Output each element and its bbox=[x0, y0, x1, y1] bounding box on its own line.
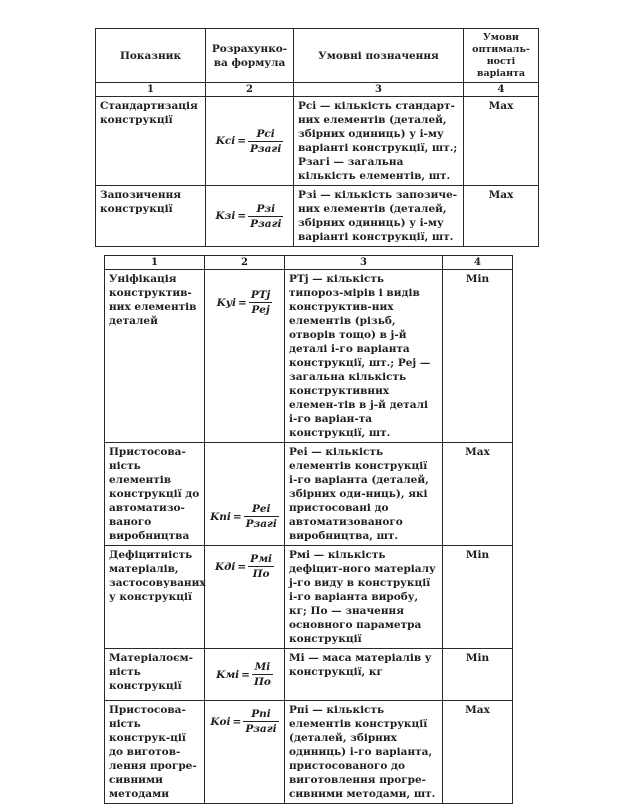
column-number: 2 bbox=[206, 83, 294, 97]
formula-numerator: PTj bbox=[250, 289, 271, 301]
formula: Kдi = $\frac{\text{Pмi}}{По}$ bbox=[205, 546, 285, 649]
optimality-condition: Max bbox=[443, 701, 513, 804]
optimality-condition: Max bbox=[443, 443, 513, 546]
indicator-name: Пристосова-ність конструк-ції до виготов-лення прогре-сивними методами bbox=[105, 701, 205, 804]
formula: Kмi = $\frac{Mi}{По}$ bbox=[205, 649, 285, 701]
optimality-condition: Min bbox=[443, 546, 513, 649]
formula-numerator: Pсi bbox=[248, 127, 283, 142]
column-number: 3 bbox=[285, 256, 443, 270]
formula: Kоi = $\frac{\text{Pпi}}{\text{Pзагi}}$ bbox=[205, 701, 285, 804]
header-optimality: Умови оптималь-ності варіанта bbox=[464, 29, 539, 83]
notation-description: Pмi — кількість дефіцит-ного матеріалу j-го виду в конструкції i-го варіанта виробу, кг; По — значення основного параметра конструкції bbox=[285, 546, 443, 649]
formula-numerator: Pеi bbox=[244, 502, 279, 517]
column-number: 1 bbox=[96, 83, 206, 97]
formula-denominator: Pзагi bbox=[245, 723, 277, 735]
indicators-table-part-2 bbox=[104, 255, 513, 804]
header-indicator: Показник bbox=[96, 29, 206, 83]
formula-denominator: Pзагi bbox=[250, 142, 282, 155]
column-number: 3 bbox=[294, 83, 464, 97]
header-formula: Розрахунко-ва формула bbox=[206, 29, 294, 83]
table-row bbox=[96, 97, 539, 186]
formula: Kуi = $\frac{\text{PTj}}{\text{Pеj}}$ bbox=[205, 270, 285, 443]
formula-denominator: Pзагi bbox=[250, 217, 282, 230]
column-number: 4 bbox=[443, 256, 513, 270]
table-row bbox=[105, 546, 513, 649]
formula-numerator: Pзi bbox=[248, 202, 283, 217]
indicator-name: Запозичення конструкції bbox=[96, 186, 206, 247]
notation-description: Pзi — кількість запозиче-них елементів (деталей, збірних одиниць) у i-му варіанті конструкції, шт. bbox=[294, 186, 464, 247]
optimality-condition: Min bbox=[443, 270, 513, 443]
table-row bbox=[105, 270, 513, 443]
header-notation: Умовні позначення bbox=[294, 29, 464, 83]
formula-denominator: По bbox=[252, 568, 270, 580]
notation-description: Pеi — кількість елементів конструкції i-го варіанта (деталей, збірних оди-ниць), які пристосовані до автоматизованого виробництва, шт. bbox=[285, 443, 443, 546]
indicator-name: Дефіцитність матеріалів, застосовуваних у конструкції bbox=[105, 546, 205, 649]
formula-lhs: Kмi bbox=[216, 668, 240, 681]
formula-numerator: Pмi bbox=[250, 553, 273, 565]
column-number: 4 bbox=[464, 83, 539, 97]
notation-description: Mi — маса матеріалів у конструкції, кг bbox=[285, 649, 443, 701]
formula-denominator: Pзагi bbox=[245, 518, 277, 530]
optimality-condition: Max bbox=[464, 186, 539, 247]
formula-denominator: По bbox=[253, 676, 271, 688]
table-row bbox=[105, 443, 513, 546]
formula-denominator: Pеj bbox=[251, 304, 270, 316]
table-row bbox=[96, 186, 539, 247]
optimality-condition: Min bbox=[443, 649, 513, 701]
notation-description: Pпi — кількість елементів конструкції (деталей, збірних одиниць) i-го варіанта, пристосованого до виготовлення прогре-сивними методами, шт. bbox=[285, 701, 443, 804]
indicators-table-part-1 bbox=[95, 28, 539, 247]
column-number: 2 bbox=[205, 256, 285, 270]
column-numbers-row bbox=[96, 83, 539, 97]
formula: Kсi = $\frac{\text{Pсi}}{\text{Pзагi}}$ bbox=[206, 97, 294, 186]
formula-lhs: Kпi bbox=[210, 510, 231, 523]
formula-numerator: Mi bbox=[252, 660, 273, 675]
indicator-name: Уніфікація конструктив-них елементів деталей bbox=[105, 270, 205, 443]
table-row bbox=[105, 701, 513, 804]
column-number: 1 bbox=[105, 256, 205, 270]
formula-lhs: Kуi bbox=[216, 296, 237, 309]
formula-lhs: Kоi bbox=[210, 715, 231, 728]
formula-lhs: Kдi bbox=[214, 560, 236, 573]
column-numbers-row bbox=[105, 256, 513, 270]
notation-description: Pсi — кількість стандарт-них елементів (деталей, збірних одиниць) у i-му варіанті конструкції, шт.; Pзагi — загальна кількість елементів, шт. bbox=[294, 97, 464, 186]
indicator-name: Матеріалоєм-ність конструкції bbox=[105, 649, 205, 701]
header-row bbox=[96, 29, 539, 83]
formula: Kзi = $\frac{\text{Pзi}}{\text{Pзагi}}$ bbox=[206, 186, 294, 247]
formula-numerator: Pпi bbox=[243, 707, 278, 722]
indicator-name: Стандартизація конструкції bbox=[96, 97, 206, 186]
notation-description: PTj — кількість типороз-мірів і видів конструктив-них елементів (різьб, отворів тощо) в j-й деталі i-го варіанта конструкції, шт.; Pеj — загальна кількість конструктивних елемен-тів в j-й деталі i-го варіан-та конструкції, шт. bbox=[285, 270, 443, 443]
table-row bbox=[105, 649, 513, 701]
formula-lhs: Kсi bbox=[215, 135, 236, 147]
optimality-condition: Max bbox=[464, 97, 539, 186]
formula-lhs: Kзi bbox=[215, 210, 236, 222]
formula: Kпi = $\frac{\text{Pеi}}{\text{Pзагi}}$ bbox=[205, 443, 285, 546]
indicator-name: Пристосова-ність елементів конструкції до автоматизо-ваного виробництва bbox=[105, 443, 205, 546]
